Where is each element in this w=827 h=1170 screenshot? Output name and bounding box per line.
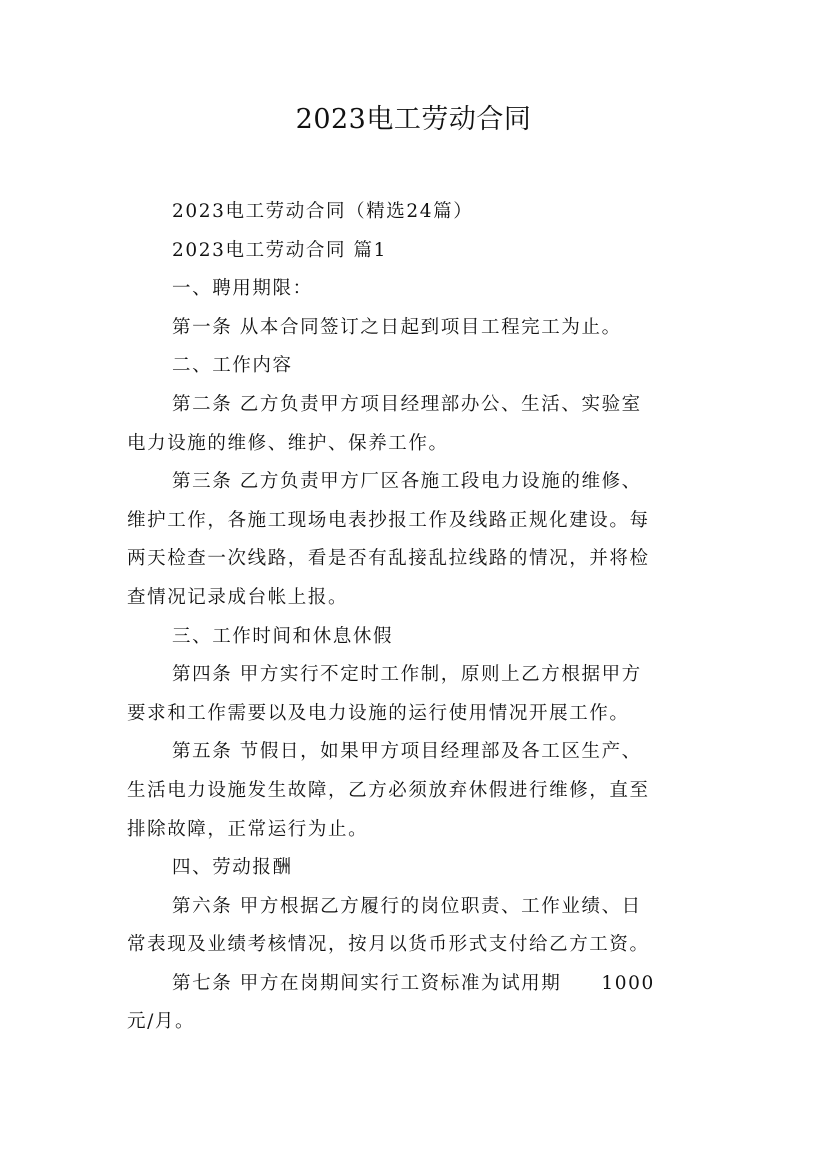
paragraph-line: 查情况记录成台帐上报。 <box>127 586 349 608</box>
paragraph-line: 要求和工作需要以及电力设施的运行使用情况开展工作。 <box>127 702 630 724</box>
section-heading: 四、劳动报酬 <box>172 857 293 879</box>
paragraph-line: 常表现及业绩考核情况，按月以货币形式支付给乙方工资。 <box>127 934 650 956</box>
paragraph-line <box>127 965 705 1004</box>
salary-amount: 1000 <box>601 972 655 994</box>
paragraph-line: 两天检查一次线路，看是否有乱接乱拉线路的情况，并将检 <box>127 548 650 570</box>
paragraph-line: 生活电力设施发生故障，乙方必须放弃休假进行维修，直至 <box>127 779 650 801</box>
paragraph-line: 2023电工劳动合同 篇1 <box>172 239 388 261</box>
paragraph-line: 2023电工劳动合同（精选24篇） <box>172 201 474 222</box>
section-heading: 三、工作时间和休息休假 <box>172 625 394 647</box>
section-heading: 一、聘用期限： <box>172 278 313 300</box>
document-body <box>127 193 705 1042</box>
paragraph-line: 第五条 节假日，如果甲方项目经理部及各工区生产、 <box>172 741 642 763</box>
document-title: 2023电工劳动合同 <box>295 104 532 135</box>
paragraph-line: 电力设施的维修、维护、保养工作。 <box>127 432 449 454</box>
paragraph-line: 第四条 甲方实行不定时工作制，原则上乙方根据甲方 <box>172 664 642 686</box>
paragraph-line: 第二条 乙方负责甲方项目经理部办公、生活、实验室 <box>172 393 642 415</box>
paragraph-line: 第六条 甲方根据乙方履行的岗位职责、工作业绩、日 <box>172 895 642 917</box>
paragraph-text: 第七条 甲方在岗期间实行工资标准为试用期 <box>172 972 562 994</box>
paragraph-line: 第一条 从本合同签订之日起到项目工程完工为止。 <box>172 316 622 338</box>
paragraph-line: 第三条 乙方负责甲方厂区各施工段电力设施的维修、 <box>172 471 642 493</box>
section-heading: 二、工作内容 <box>172 355 293 377</box>
paragraph-line: 元/月。 <box>127 1011 196 1033</box>
paragraph-line: 排除故障，正常运行为止。 <box>127 818 369 840</box>
paragraph-line: 维护工作，各施工现场电表抄报工作及线路正规化建设。每 <box>127 509 650 531</box>
